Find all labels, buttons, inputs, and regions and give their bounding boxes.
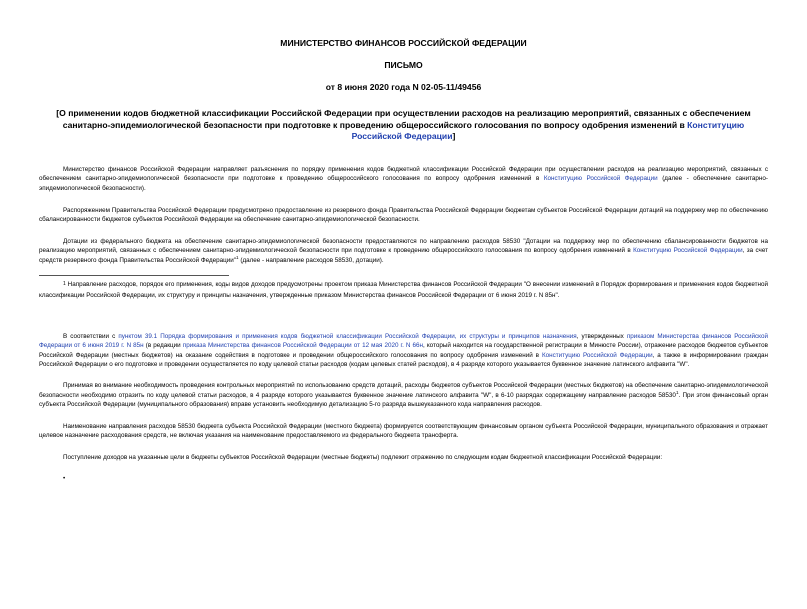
footnote-text: Направление расходов, порядок его применения, коды видов доходов предусмотрены проектом приказа Министерства финансов Российской Федерации "О внесении изменений в Порядок формирования и применения кодов бюджетной классификации Российской Федерации, их структуру и принципы назначения, утвержденные приказом Министерства финансов Российской Федерации от 6 июня 2019 г. N 85н". bbox=[39, 281, 768, 300]
paragraph-3 bbox=[39, 237, 768, 265]
paragraph-1 bbox=[39, 165, 768, 193]
procedure-point-link[interactable]: пунктом 39.1 Порядка формирования и применения кодов бюджетной классификации Российской Федерации, их структуры и принципов назначения bbox=[118, 332, 577, 340]
document-subject bbox=[39, 108, 768, 143]
paragraph-4-text-d: , который находится на государственной регистрации в Минюсте России), отражение расходов бюджетов субъектов Российской Федерации (местных бюджетов) на оказание содействия в подготовке и проведении общероссийского голосования по вопросу одобрения изменений в bbox=[39, 342, 768, 359]
paragraph-2: Распоряжением Правительства Российской Федерации предусмотрено предоставление из резервного фонда Правительства Российской Федерации бюджетам субъектов Российской Федерации дотаций на поддержку мер по обеспечению сбалансированности бюджетов субъектов Российской Федерации на обеспечение санитарно-эпидемиологической безопасности. bbox=[39, 207, 768, 224]
subject-text: [О применении кодов бюджетной классификации Российской Федерации при осуществлении расходов на реализацию мероприятий, связанных с обеспечением санитарно-эпидемиологической безопасности при подготовке к проведению общероссийского голосования по вопросу одобрения изменений в bbox=[56, 108, 751, 130]
paragraph-5-text-end: . При этом финансовый орган субъекта Российской Федерации (муниципального образования) вправе установить необходимую детализацию 5-го разряда вышеуказанного кода направления расходов. bbox=[39, 391, 768, 409]
paragraph-5-text: Принимая во внимание необходимость проведения контрольных мероприятий по использованию средств дотаций, расходы бюджетов субъектов Российской Федерации (местных бюджетов) на обеспечение санитарно-эпидемиологической безопасности необходимо отразить по коду целевой статьи расходов, в 4 разряде которого указывается буквенное значение латинского алфавита "W", в 6-10 разрядах содержащему направление расходов 58530 bbox=[39, 382, 768, 399]
order-85n-link[interactable]: приказом Министерства финансов Российской Федерации от 6 июня 2019 г. N 85н bbox=[39, 332, 768, 350]
document-type: ПИСЬМО bbox=[384, 60, 423, 70]
paragraph-6: Наименование направления расходов 58530 бюджета субъекта Российской Федерации (местного бюджета) формируется соответствующим финансовым органом субъекта Российской Федерации, муниципального образования и отражает целевое назначение расходования средств, не включая указания на наименование предоставляемого из федерального бюджета трансферта. bbox=[39, 422, 768, 440]
paragraph-4-text-b: , утвержденных bbox=[576, 332, 627, 340]
footnote-number: 1 bbox=[63, 281, 66, 288]
subject-end: ] bbox=[452, 131, 456, 142]
paragraph-3-text: Дотации из федерального бюджета на обеспечение санитарно-эпидемиологической безопасности предоставляются по направлению расходов 58530 "Дотации на поддержку мер по обеспечению сбалансированности бюджетов на реализацию мероприятий, связанных с обеспечением санитарно-эпидемиологической безопасности при подготовке к проведению общероссийского голосования по вопросу одобрения изменений в bbox=[39, 237, 768, 255]
constitution-link[interactable]: Конституцию Российской Федерации bbox=[633, 247, 743, 255]
constitution-link[interactable]: Конституцию Российской Федерации bbox=[351, 119, 745, 142]
footnote bbox=[39, 279, 768, 302]
paragraph-4-text-e: , а также в информировании граждан Российской Федерации о его подготовке и проведении осуществляется по коду целевой статьи расходов (кодам целевых статей расходов), в 4 разряде которого указывается буквенное значение латинского алфавита "W". bbox=[39, 351, 769, 369]
order-66n-link[interactable]: приказа Министерства финансов Российской Федерации от 12 мая 2020 г. N 66н bbox=[182, 342, 423, 350]
paragraph-1-text-end: (далее - обеспечение санитарно-эпидемиологической безопасности). bbox=[39, 175, 768, 192]
paragraph-4-text-c: (в редакции bbox=[143, 342, 183, 350]
ministry-heading: МИНИСТЕРСТВО ФИНАНСОВ РОССИЙСКОЙ ФЕДЕРАЦИИ bbox=[280, 38, 527, 48]
paragraph-4 bbox=[39, 332, 768, 370]
document-date-number: от 8 июня 2020 года N 02-05-11/49456 bbox=[325, 82, 482, 92]
paragraph-5 bbox=[39, 381, 768, 409]
footnote-divider bbox=[39, 275, 229, 276]
document-page bbox=[0, 38, 807, 609]
footnote-mark: 1 bbox=[236, 254, 239, 260]
paragraph-4-text: В соответствии с bbox=[63, 332, 119, 340]
footnote-mark: 1 bbox=[675, 389, 679, 395]
paragraph-3-text-end: (далее - направление расходов 58530, дотации). bbox=[238, 256, 384, 264]
document-body bbox=[39, 165, 768, 483]
list-bullet: • bbox=[63, 474, 66, 482]
paragraph-7: Поступление доходов на указанные цели в бюджеты субъектов Российской Федерации (местные бюджеты) подлежит отражению по следующим кодам бюджетной классификации Российской Федерации: bbox=[63, 453, 663, 461]
paragraph-3-text-mid: , за счет средств резервного фонда Правительства Российской Федерации" bbox=[39, 247, 768, 264]
constitution-link[interactable]: Конституцию Российской Федерации bbox=[543, 175, 658, 183]
constitution-link[interactable]: Конституцию Российской Федерации bbox=[541, 351, 653, 359]
paragraph-1-text: Министерство финансов Российской Федерации направляет разъяснения по порядку применения кодов бюджетной классификации Российской Федерации при осуществлении расходов на реализацию мероприятий, связанных с обеспечением санитарно-эпидемиологической безопасности при подготовке к проведению общероссийского голосования по вопросу одобрения изменений в bbox=[39, 165, 768, 183]
